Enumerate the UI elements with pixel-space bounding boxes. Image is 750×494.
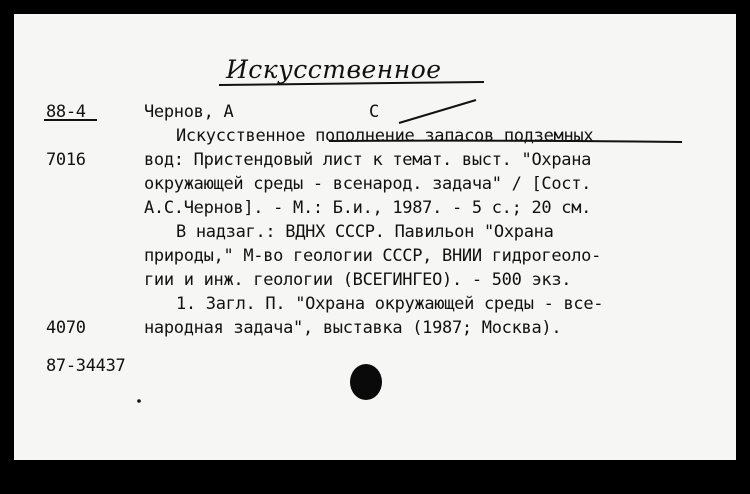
handwritten-stroke — [399, 100, 476, 123]
speck-mark — [137, 399, 141, 403]
entry-line-3: окружающей среды - всенарод. задача" / [Сост. — [144, 174, 592, 194]
entry-line-8: 1. Загл. П. "Охрана окружающей среды - все- — [176, 294, 604, 314]
handwritten-heading: Искусственное — [226, 55, 442, 84]
entry-line-2: вод: Пристендовый лист к темат. выст. "Охрана — [144, 150, 592, 170]
shelf-number: 7016 — [46, 150, 86, 170]
entry-line-6: природы," М-во геологии СССР, ВНИИ гидрогеоло- — [144, 246, 602, 266]
catalog-card — [14, 14, 736, 460]
entry-line-1: Искусственное пополнение запасов подземных — [176, 126, 594, 146]
author-mark: С — [369, 102, 379, 122]
entry-line-4: А.С.Чернов]. - М.: Б.и., 1987. - 5 с.; 20 см. — [144, 198, 592, 218]
call-number: 88-4 — [46, 102, 86, 122]
accession-number: 87-34437 — [46, 356, 126, 376]
entry-line-7: гии и инж. геологии (ВСЕГИНГЕО). - 500 экз. — [144, 270, 572, 290]
code-number: 4070 — [46, 318, 86, 338]
author-name: Чернов, А — [144, 102, 234, 122]
punch-hole-mark — [350, 364, 382, 400]
entry-line-9: народная задача", выставка (1987; Москва). — [144, 318, 562, 338]
entry-line-5: В надзаг.: ВДНХ СССР. Павильон "Охрана — [176, 222, 554, 242]
